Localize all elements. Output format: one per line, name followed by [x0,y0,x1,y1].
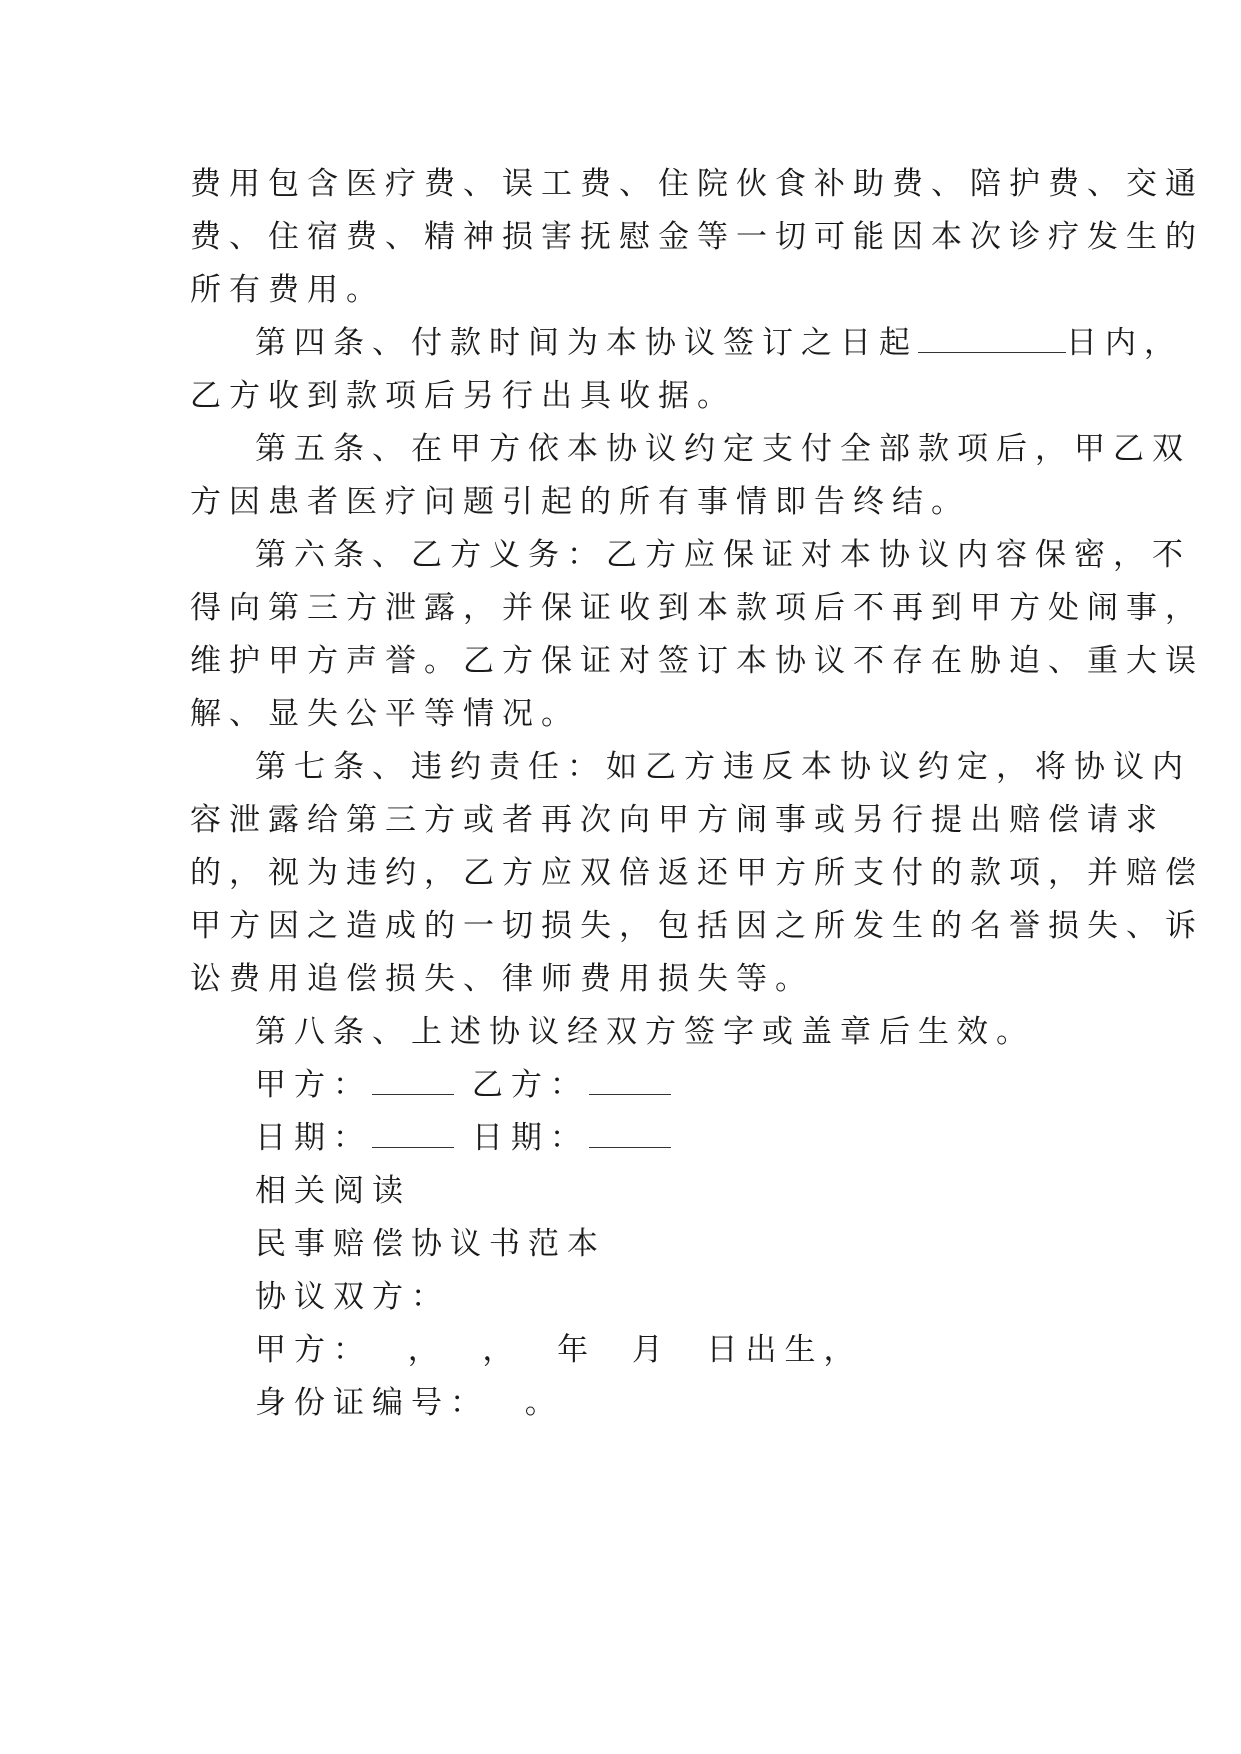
article-6-line-1: 第六条、乙方义务：乙方应保证对本协议内容保密，不 [255,537,1191,573]
article-7-line-4: 甲方因之造成的一切损失，包括因之所发生的名誉损失、诉 [190,908,1204,944]
article-6-line-3: 维护甲方声誉。乙方保证对签订本协议不存在胁迫、重大误 [190,643,1204,679]
related-party-a: 甲方： ， ， 年 月 日出生， [255,1332,863,1368]
para1-line-3: 所有费用。 [190,272,385,308]
related-id-number: 身份证编号： 。 [255,1385,564,1421]
related-reading-heading: 相关阅读 [255,1173,411,1209]
article-8: 第八条、上述协议经双方签字或盖章后生效。 [255,1014,1035,1050]
signature-parties-line [255,1061,671,1109]
date-a-label: 日期： [255,1120,372,1156]
related-title: 民事赔偿协议书范本 [255,1226,606,1262]
article-7-line-1: 第七条、违约责任：如乙方违反本协议约定，将协议内 [255,749,1191,785]
party-b-blank [589,1064,671,1095]
article-6-line-4: 解、显失公平等情况。 [190,696,580,732]
related-parties: 协议双方： [255,1279,450,1315]
article-4-line-2: 乙方收到款项后另行出具收据。 [190,378,736,414]
party-b-label: 乙方： [471,1067,589,1103]
article-7-line-2: 容泄露给第三方或者再次向甲方闹事或另行提出赔偿请求 [190,802,1165,838]
article-6-line-2: 得向第三方泄露，并保证收到本款项后不再到甲方处闹事， [190,590,1204,626]
para1-line-1: 费用包含医疗费、误工费、住院伙食补助费、陪护费、交通 [190,166,1204,202]
article-7-line-5: 讼费用追偿损失、律师费用损失等。 [190,961,814,997]
party-a-blank [372,1064,454,1095]
date-a-blank [372,1117,454,1148]
article-4-text-b: 日内， [1066,325,1183,361]
signature-dates-line [255,1114,671,1162]
article-4-line-1 [255,319,1183,367]
article-5-line-2: 方因患者医疗问题引起的所有事情即告终结。 [190,484,970,520]
para1-line-2: 费、住宿费、精神损害抚慰金等一切可能因本次诊疗发生的 [190,219,1204,255]
article-4-text-a: 第四条、付款时间为本协议签订之日起 [255,325,918,361]
date-b-label: 日期： [471,1120,589,1156]
article-7-line-3: 的，视为违约，乙方应双倍返还甲方所支付的款项，并赔偿 [190,855,1204,891]
days-blank [918,322,1066,353]
article-5-line-1: 第五条、在甲方依本协议约定支付全部款项后，甲乙双 [255,431,1191,467]
party-a-label: 甲方： [255,1067,372,1103]
date-b-blank [589,1117,671,1148]
